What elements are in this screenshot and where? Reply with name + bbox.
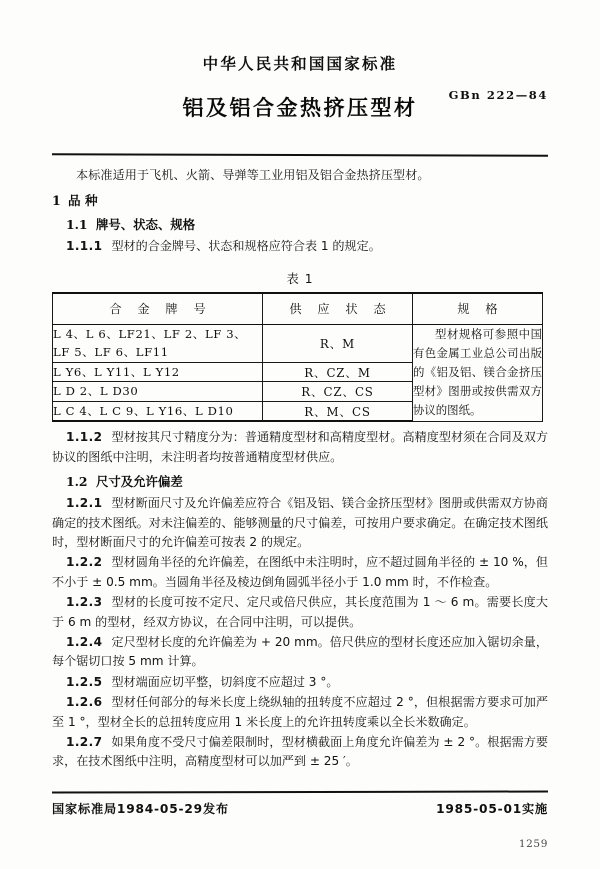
column-header-supply-state: 供 应 状 态 — [263, 293, 413, 325]
clause-1-2-3-number: 1.2.3 — [66, 595, 103, 610]
clause-1-2-7 — [52, 733, 548, 772]
section-heading-1-2 — [52, 473, 548, 491]
scope-paragraph: 本标准适用于飞机、火箭、导弹等工业用铝及铝合金热挤压型材。 — [76, 168, 430, 182]
effective-date: 1985-05-01实施 — [436, 802, 548, 816]
clause-1-1-2 — [52, 428, 548, 467]
table-1-caption: 表 1 — [286, 271, 314, 286]
page-title: 铝及铝合金热挤压型材 — [182, 96, 418, 120]
cell-supply-state: R、M、CS — [263, 401, 413, 421]
section-1-2-title: 尺寸及允许偏差 — [96, 474, 183, 490]
clause-1-1-2-text: 型材按其尺寸精度分为：普通精度型材和高精度型材。高精度型材须在合同及双方协议的图纸中注明，未注明者均按普通精度型材供应。 — [52, 430, 548, 464]
clause-1-2-6-number: 1.2.6 — [66, 695, 103, 710]
alloy-specification-table — [52, 292, 543, 423]
section-1-title: 品 种 — [68, 193, 98, 209]
header-divider — [52, 153, 548, 156]
clause-1-2-5-text: 型材端面应切平整，切斜度不应超过 3 °。 — [111, 674, 339, 689]
column-header-specification: 规 格 — [413, 293, 543, 325]
clause-1-1-2-number: 1.1.2 — [66, 430, 103, 445]
section-heading-1 — [52, 192, 548, 210]
clause-1-2-7-text: 如果角度不受尺寸偏差限制时，型材横截面上角度允许偏差为 ± 2 °。根据需方要求，在技术图纸中注明，高精度型材可以加严到 ± 25 ′。 — [52, 735, 548, 769]
clause-1-1-1-text: 型材的合金牌号、状态和规格应符合表 1 的规定。 — [111, 239, 381, 254]
section-1-number: 1 — [52, 193, 61, 209]
clause-1-2-4 — [52, 633, 548, 672]
national-standard-label: 中华人民共和国国家标准 — [202, 55, 398, 73]
table-header-row — [53, 293, 543, 325]
cell-supply-state: R、CZ、M — [263, 362, 413, 382]
section-1-1-number: 1.1 — [66, 217, 88, 233]
clause-1-2-4-text: 定尺型材长度的允许偏差为 + 20 mm。倍尺供应的型材长度还应加入锯切余量，每个锯切口按 5 mm 计算。 — [52, 634, 548, 669]
footer-divider — [52, 790, 548, 793]
issuing-authority-and-date: 国家标准局1984-05-29发布 — [52, 802, 229, 816]
section-heading-1-1 — [52, 216, 548, 234]
section-1-1-title: 牌号、状态、规格 — [96, 217, 196, 233]
cell-alloy-grade: L Y6、L Y11、L Y12 — [53, 362, 263, 382]
clause-1-2-3-text: 型材的长度可按不定尺、定尺或倍尺供应，其长度范围为 1 ～ 6 m。需要长度大于 6 m 的型材，经双方协议，在合同中注明，可以提供。 — [52, 595, 548, 629]
table-row — [53, 324, 543, 362]
cell-supply-state: R、CZ、CS — [263, 382, 413, 402]
clause-1-2-2-number: 1.2.2 — [66, 555, 103, 570]
clause-1-2-1-number: 1.2.1 — [66, 496, 103, 511]
page-number: 1259 — [518, 838, 548, 850]
clause-1-2-4-number: 1.2.4 — [66, 634, 103, 649]
clause-1-2-2-text: 型材圆角半径的允许偏差，在图纸中未注明时，应不超过圆角半径的 ± 10 %，但不小于 ± 0.5 mm。当圆角半径及棱边倒角圆弧半径小于 1.0 mm 时，不作检查。 — [52, 555, 548, 589]
clause-1-2-3 — [52, 593, 548, 632]
clause-1-1-1 — [52, 237, 548, 256]
cell-alloy-grade: L 4、L 6、LF21、LF 2、LF 3、LF 5、LF 6、LF11 — [53, 324, 263, 362]
clause-1-2-7-number: 1.2.7 — [66, 735, 103, 749]
column-header-alloy-grade: 合 金 牌 号 — [53, 293, 263, 325]
clause-1-1-1-number: 1.1.1 — [66, 239, 103, 254]
clause-1-2-5 — [52, 673, 548, 692]
cell-supply-state: R、M — [263, 324, 413, 362]
clause-1-2-1 — [52, 494, 548, 552]
clause-1-2-6 — [52, 693, 548, 732]
section-1-2-number: 1.2 — [66, 474, 88, 490]
clause-1-2-6-text: 型材任何部分的每米长度上绕纵轴的扭转度不应超过 2 °，但根据需方要求可加严至 1 °，型材全长的总扭转度应用 1 米长度上的允许扭转度乘以全长米数确定。 — [52, 695, 548, 729]
cell-specification-note: 型材规格可参照中国有色金属工业总公司出版的《铝及铝、镁合金挤压型材》图册或按供需双方协议的图纸。 — [413, 324, 543, 421]
clause-1-2-1-text: 型材断面尺寸及允许偏差应符合《铝及铝、镁合金挤压型材》图册或供需双方协商确定的技术图纸。对未注偏差的、能够测量的尺寸偏差，可按用户要求确定。在确定技术图纸时，型材断面尺寸的允许偏差可按表 2 的规定。 — [52, 496, 548, 549]
cell-alloy-grade: L C 4、L C 9、L Y16、L D10 — [53, 401, 263, 421]
clause-1-2-2 — [52, 553, 548, 592]
cell-alloy-grade: L D 2、L D30 — [53, 382, 263, 402]
document-body — [52, 166, 548, 773]
clause-1-2-5-number: 1.2.5 — [66, 674, 103, 689]
standard-number: GBn 222—84 — [448, 88, 548, 102]
